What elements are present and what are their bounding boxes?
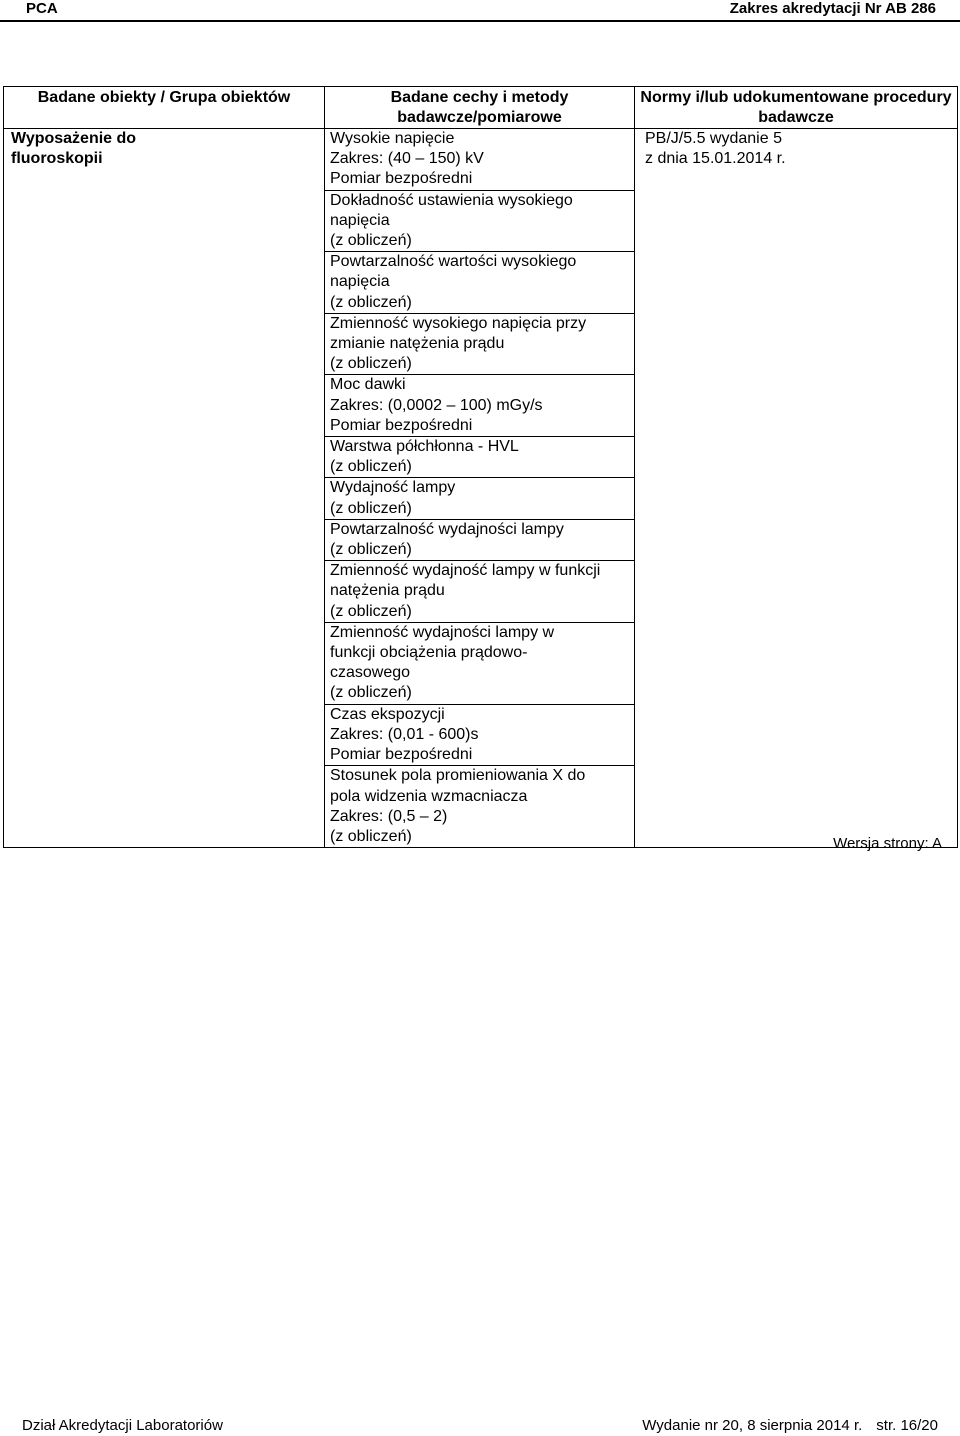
method-line: (z obliczeń) xyxy=(330,684,412,702)
method-line: Zakres: (0,0002 – 100) mGy/s xyxy=(330,396,543,414)
method-line: (z obliczeń) xyxy=(330,499,412,517)
method-line: Wydajność lampy xyxy=(330,479,456,497)
method-line: Pomiar bezpośredni xyxy=(330,170,473,188)
method-line: czasowego xyxy=(330,664,411,682)
method-item xyxy=(325,252,634,314)
method-item xyxy=(325,437,634,478)
method-line: Zmienność wysokiego napięcia przy xyxy=(330,314,587,332)
method-line: Zmienność wydajność lampy w funkcji xyxy=(330,562,601,580)
method-item xyxy=(325,129,634,191)
column-header-standards: Normy i/lub udokumentowane procedury badawcze xyxy=(635,87,958,129)
method-line: Warstwa półchłonna - HVL xyxy=(330,438,519,456)
method-line: pola widzenia wzmacniacza xyxy=(330,787,528,805)
method-line: funkcji obciążenia prądowo- xyxy=(330,644,528,662)
table-row xyxy=(4,129,958,848)
method-line: Pomiar bezpośredni xyxy=(330,416,473,434)
page-version: Wersja strony: A xyxy=(833,835,942,852)
footer-department: Dział Akredytacji Laboratoriów xyxy=(22,1417,223,1434)
footer-edition-page xyxy=(642,1417,938,1434)
method-line: Powtarzalność wartości wysokiego xyxy=(330,253,577,271)
method-line: Czas ekspozycji xyxy=(330,705,445,723)
methods-cell xyxy=(325,129,635,848)
footer-edition: Wydanie nr 20, 8 sierpnia 2014 r. xyxy=(642,1417,863,1434)
method-item xyxy=(325,191,634,253)
method-line: Zmienność wydajności lampy w xyxy=(330,623,555,641)
method-line: (z obliczeń) xyxy=(330,355,412,373)
method-line: natężenia prądu xyxy=(330,582,445,600)
method-line: (z obliczeń) xyxy=(330,541,412,559)
method-line: Zakres: (40 – 150) kV xyxy=(330,150,484,168)
method-item xyxy=(325,561,634,623)
method-item xyxy=(325,705,634,767)
object-line: Wyposażenie do xyxy=(11,130,137,147)
method-line: (z obliczeń) xyxy=(330,602,412,620)
column-header-methods: Badane cechy i metody badawcze/pomiarowe xyxy=(325,87,635,129)
method-item xyxy=(325,766,634,847)
method-line: napięcia xyxy=(330,273,390,291)
object-cell xyxy=(4,129,325,848)
procedure-line: PB/J/5.5 wydanie 5 xyxy=(645,130,782,147)
procedure-cell xyxy=(635,129,958,848)
method-line: Moc dawki xyxy=(330,376,406,394)
method-item xyxy=(325,375,634,437)
object-line: fluoroskopii xyxy=(11,150,103,167)
procedure-line: z dnia 15.01.2014 r. xyxy=(645,150,786,167)
method-line: (z obliczeń) xyxy=(330,827,412,845)
header-rule xyxy=(0,20,960,22)
method-line: (z obliczeń) xyxy=(330,293,412,311)
method-line: zmianie natężenia prądu xyxy=(330,335,505,353)
method-item xyxy=(325,478,634,519)
accreditation-table xyxy=(3,86,958,848)
method-line: (z obliczeń) xyxy=(330,232,412,250)
table-header-row xyxy=(4,87,958,129)
method-line: Dokładność ustawienia wysokiego xyxy=(330,191,573,209)
method-line: Zakres: (0,01 - 600)s xyxy=(330,725,479,743)
header-org: PCA xyxy=(26,0,58,17)
method-line: Pomiar bezpośredni xyxy=(330,746,473,764)
header-document-title: Zakres akredytacji Nr AB 286 xyxy=(729,0,936,17)
footer-page-number: str. 16/20 xyxy=(876,1417,938,1434)
method-line: Stosunek pola promieniowania X do xyxy=(330,767,586,785)
method-line: napięcia xyxy=(330,211,390,229)
method-item xyxy=(325,314,634,376)
method-item xyxy=(325,520,634,561)
method-line: Wysokie napięcie xyxy=(330,130,455,147)
method-line: (z obliczeń) xyxy=(330,458,412,476)
column-header-objects: Badane obiekty / Grupa obiektów xyxy=(4,87,325,129)
method-item xyxy=(325,623,634,705)
method-line: Powtarzalność wydajności lampy xyxy=(330,520,564,538)
method-line: Zakres: (0,5 – 2) xyxy=(330,807,448,825)
